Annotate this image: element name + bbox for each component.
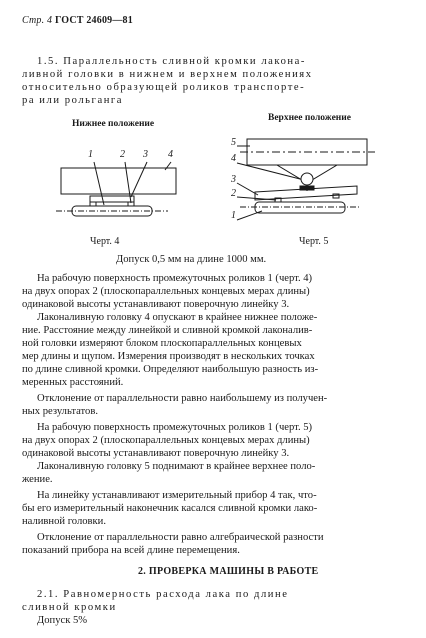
section-2-tolerance: Допуск 5% (37, 615, 88, 626)
body-line-20: Отклонение от параллельности равно алгебраической разности (37, 532, 324, 543)
standard-number: ГОСТ 24609—81 (54, 15, 133, 26)
fig5-label-2: 2 (231, 188, 236, 199)
tolerance-text: Допуск 0,5 мм на длине 1000 мм. (116, 254, 267, 265)
body-line-6: ной головки измеряют блоком плоскопараллельных концевых (22, 338, 302, 349)
fig5-label-1: 1 (231, 210, 236, 221)
fig5-leader-1 (237, 211, 262, 220)
body-line-1: На рабочую поверхность промежуточных роликов 1 (черт. 4) (37, 273, 313, 284)
body-line-9: меренных расстояний. (22, 377, 124, 388)
fig5-label-3: 3 (231, 174, 236, 185)
section-1-5-line-4: ра или рольганга (22, 95, 124, 106)
fig4-label-4: 4 (168, 149, 173, 160)
fig4-label-1: 1 (88, 149, 93, 160)
body-line-2: на двух опорах 2 (плоскопараллельных концевых мерах длины) (22, 286, 310, 297)
figure-4-title: Нижнее положение (72, 119, 155, 129)
fig5-indicator (301, 173, 313, 185)
body-line-7: мер длины и щупом. Измерения производят в нескольких точках (22, 351, 315, 362)
body-line-15: Лаконаливную головку 5 поднимают в крайнее верхнее поло- (37, 461, 316, 472)
fig4-label-2: 2 (120, 149, 125, 160)
body-line-5: ние. Расстояние между линейкой и сливной кромкой лаконалив- (22, 325, 313, 336)
body-line-14: одинаковой высоты устанавливают поверочную линейку 3. (22, 448, 290, 459)
body-line-13: на двух опорах 2 (плоскопараллельных концевых мерах длины) (22, 435, 310, 446)
body-line-11: ных результатов. (22, 406, 98, 417)
body-line-10: Отклонение от параллельности равно наибольшему из получен- (37, 393, 328, 404)
body-line-4: Лаконаливную головку 4 опускают в крайнее нижнее положе- (37, 312, 318, 323)
section-2-1-line-1: 2.1. Равномерность расхода лака по длине (37, 589, 289, 600)
fig4-label-3: 3 (143, 149, 148, 160)
section-2-title: 2. ПРОВЕРКА МАШИНЫ В РАБОТЕ (138, 566, 319, 577)
body-line-18: бы его измерительный наконечник касался сливной кромки лако- (22, 503, 318, 514)
body-line-17: На линейку устанавливают измерительный прибор 4 так, что- (37, 490, 317, 501)
fig5-label-4: 4 (231, 153, 236, 164)
body-line-8: по длине сливной кромки. Определяют наибольшую разность из- (22, 364, 319, 375)
body-line-16: жение. (22, 474, 53, 485)
fig5-leader-3 (237, 183, 258, 195)
section-2-1-line-2: сливной кромки (22, 602, 117, 613)
body-line-3: одинаковой высоты устанавливают поверочную линейку 3. (22, 299, 290, 310)
fig5-gauge-right (333, 194, 339, 198)
body-line-21: показаний прибора на всей длине перемещения. (22, 545, 240, 556)
body-line-19: наливной головки. (22, 516, 106, 527)
section-1-5-line-1: 1.5. Параллельность сливной кромки лакона- (37, 56, 306, 67)
section-1-5-line-2: ливной головки в нижнем и верхнем положениях (22, 69, 313, 80)
section-1-5-line-3: относительно образующей роликов транспорте- (22, 82, 306, 93)
figure-5-title: Верхнее положение (268, 113, 351, 123)
page-number: Стр. 4 (22, 15, 53, 26)
body-line-12: На рабочую поверхность промежуточных роликов 1 (черт. 5) (37, 422, 313, 433)
figure-5-caption: Черт. 5 (299, 236, 329, 247)
figure-4-caption: Черт. 4 (90, 236, 120, 247)
fig5-label-5: 5 (231, 137, 236, 148)
